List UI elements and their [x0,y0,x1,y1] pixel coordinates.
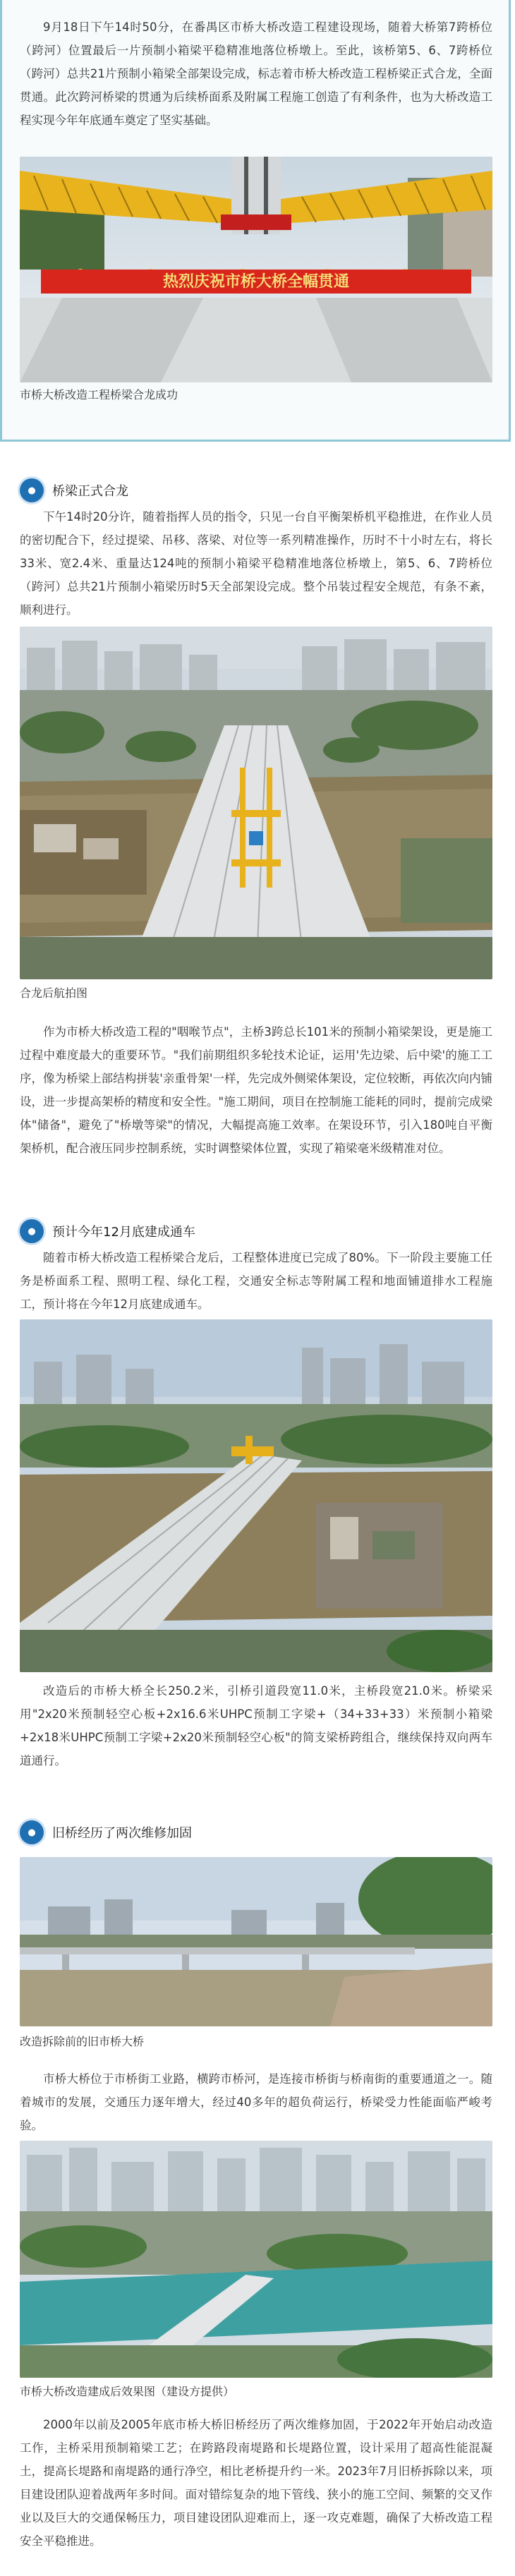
section-marker-icon: ● [20,1820,44,1844]
section2-header [20,1219,195,1243]
intro-paragraph: 9月18日下午14时50分，在番禺区市桥大桥改造工程建设现场，随着大桥第7跨桥位（跨河）位置最后一片预制小箱梁平稳精准地落位桥墩上。至此，该桥第5、6、7跨桥位（跨河）总共21片预制小箱梁全部架设完成，标志着市桥大桥改造工程桥梁正式合龙，全面贯通。此次跨河桥梁的贯通为后续桥面系及附属工程施工创造了有利条件，也为大桥改造工程实现今年年底通车奠定了坚实基础。 [20,20,492,127]
section3-paragraph1: 市桥大桥位于市桥街工业路，横跨市桥河，是连接市桥街与桥南街的重要通道之一。随着城市的发展，交通压力逐年增大，经过40多年的超负荷运行，桥梁受力性能面临严峻考验。 [20,2072,492,2132]
section2-title: 预计今年12月底建成通车 [52,1225,195,1240]
section-marker-icon: ● [20,1219,44,1243]
intro-photo-caption: 市桥大桥改造工程桥梁合龙成功 [20,388,178,401]
section3-paragraph2: 2000年以前及2005年底市桥大桥旧桥经历了两次维修加固，于2022年开始启动改造工作，主桥采用预制箱梁工艺；在跨路段南堤路和长堤路位置，设计采用了超高性能混凝土，提高长堤路和南堤路的通行净空，相比老桥提升约一米。2023年7月旧桥拆除以来，项目建设团队迎着战两年多时间。面对错综复杂的地下管线、狭小的施工空间、频繁的交叉作业以及巨大的交通保畅压力，项目建设团队迎难而上，逐一攻克难题，确保了大桥改造工程安全平稳推进。 [20,2418,492,2548]
old-bridge-photo [20,1857,492,2026]
section1-paragraph2: 作为市桥大桥改造工程的"咽喉节点"，主桥3跨总长101米的预制小箱梁架设，更是施工过程中难度最大的重要环节。"我们前期组织多轮技术论证，运用'先边梁、后中梁'的施工工序，像为桥梁上部结构拼装'亲重骨架'一样，先完成外侧梁体架设，定位较断，再依次向内铺设，进一步提高架桥的精度和安全性。"施工期间，项目在控制施工能耗的同时，提前完成梁体"储备"，避免了"桥墩等梁"的情况，大幅提高施工效率。在架设环节，引入180吨自平衡架桥机，配合液压同步控制系统，实时调整梁体位置，实现了箱梁毫米级精准对位。 [20,1025,492,1155]
section1-title: 桥梁正式合龙 [52,484,128,499]
aerial-caption: 合龙后航拍图 [20,986,88,1000]
section2-paragraph2: 改造后的市桥大桥全长250.2米，引桥引道段宽11.0米，主桥段宽21.0米。桥梁采用"2x20米预制轻空心板+2x16.6米UHPC预制工字梁+（34+33+33）米预制小箱梁+2x18米UHPC预制工字梁+2x20米预制轻空心板"的简支梁桥跨组合，继续保持双向两车道通行。 [20,1684,492,1767]
section1-paragraph1: 下午14时20分许，随着指挥人员的指令，只见一台自平衡架桥机平稳推进，在作业人员的密切配合下，经过提梁、吊移、落梁、对位等一系列精准操作，历时不十小时左右，将长33米、宽2.4米、重量达124吨的预制小箱梁平稳精准地落位桥墩上，第5、6、7跨桥位（跨河）总共21片预制小箱梁历时5天全部架设完成。整个吊装过程安全规范，有条不紊，顺利进行。 [20,510,492,617]
section1-header [20,478,128,502]
rendering-photo [20,2141,492,2378]
rendering-caption: 市桥大桥改造建成后效果图（建设方提供） [20,2385,235,2398]
section3-title: 旧桥经历了两次维修加固 [52,1826,192,1841]
banner-text: 热烈庆祝市桥大桥全幅贯通 [162,273,350,291]
section-marker-icon: ● [20,478,44,502]
section2-paragraph1: 随着市桥大桥改造工程桥梁合龙后，工程整体进度已完成了80%。下一阶段主要施工任务是桥面系工程、照明工程、绿化工程，交通安全标志等附属工程和地面铺道排水工程施工，预计将在今年12月底建成通车。 [20,1251,492,1311]
section3-header [20,1820,192,1844]
aerial-closure-photo [20,627,492,979]
bridge-closure-photo [20,157,492,382]
bridge-progress-photo [20,1319,492,1672]
old-bridge-caption: 改造拆除前的旧市桥大桥 [20,2035,145,2048]
